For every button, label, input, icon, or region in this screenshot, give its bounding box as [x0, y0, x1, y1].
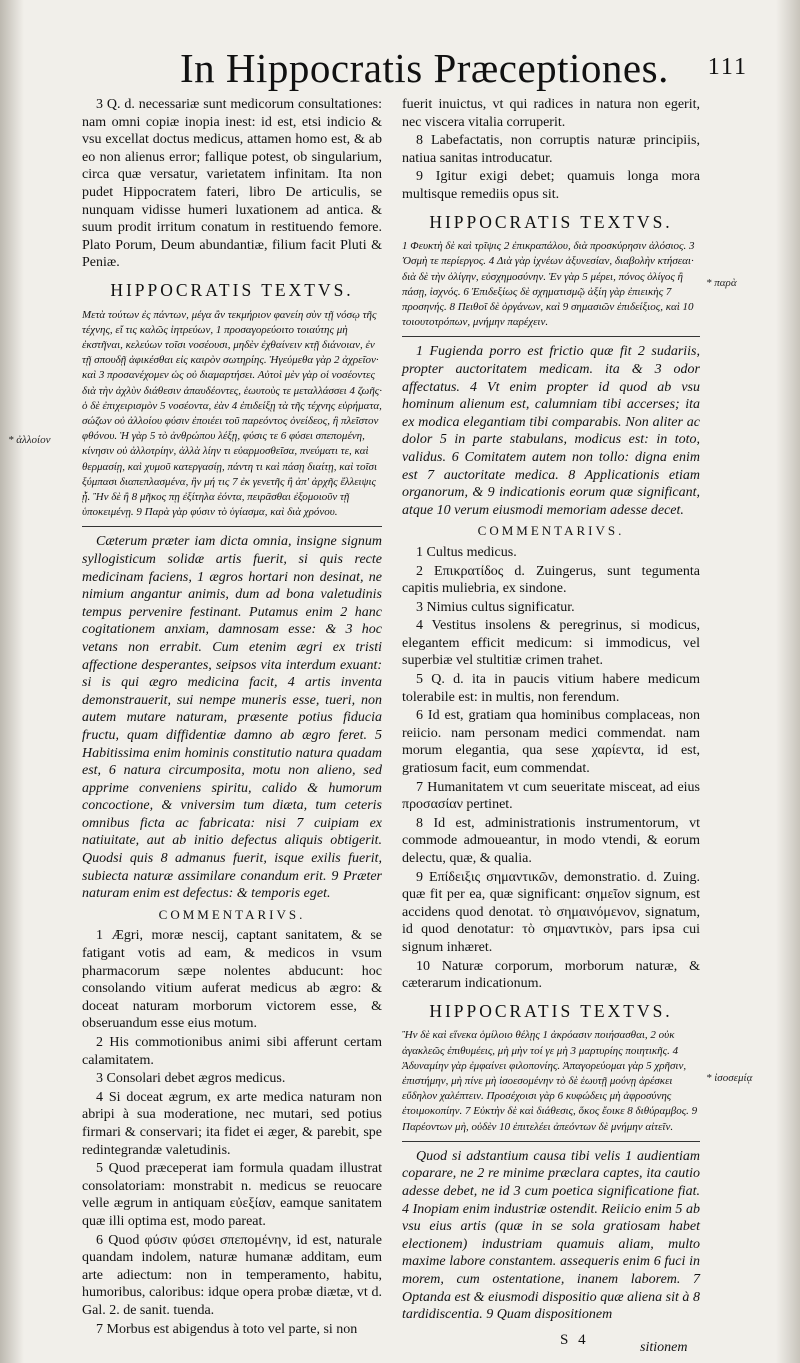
paragraph: 8 Labefactatis, non corruptis naturæ principiis, natiua sanitas introducatur. [402, 133, 700, 166]
margin-note: * ἀλλοίον [8, 434, 51, 446]
section-heading: HIPPOCRATIS TEXTVS. [110, 279, 354, 300]
section-heading: HIPPOCRATIS TEXTVS. [429, 1000, 673, 1021]
commentary-note: 2 His commotionibus animi sibi afferunt certam calamitatem. [82, 1035, 382, 1068]
commentary-note: 10 Naturæ corporum, morborum naturæ, & cæterarum indicationum. [402, 958, 700, 992]
commentary-note: 7 Humanitatem vt cum seueritate misceat, ad eius προσασίαν pertinet. [402, 779, 700, 813]
paragraph: fuerit inuictus, vt qui radices in natura non egerit, nec viscera vitalia corruperit. [402, 97, 700, 130]
greek-text: 1 Φευκτὴ δὲ καὶ τρῖψις 2 ἐπικραπάλου, διὰ προσκύρησιν ἀλόσιος. 3 Ὀσμὴ τε περίεργος. 4 Διὰ γὰρ ἰχνέων ἀξυνεσίαν, διαβολὴν κτήσεαι· διὰ δὲ τὴν ὀλίγην, εὐσχημοσύνην. Ἐν γὰρ 5 μέρει, πόνος ὀλίγος ἢ πάσῃ, ἰσχνός. 6 Ἐπιδεξίως δὲ σχηματισμῷ ἀξίη γὰρ ἐπιεικὴς 7 προσηνής. 8 Πειθοῖ δὲ ὀργάνων, καὶ 9 σημασιῶν ἐπιδείξιος, καὶ 10 τοιουτοτρόπων, μνήμην παρέχειν. [402, 240, 695, 329]
commentary-note: 5 Q. d. ita in paucis vitium habere medicum tolerabile est: in multis, non ferendum. [402, 672, 700, 705]
left-column [82, 96, 382, 1339]
latin-translation: 1 Fugienda porro est frictio quæ fit 2 sudariis, propter auctoritatem medicam. ita & 3 odor affectatus. 4 Vt enim propter id quod ab vsu hominum alienum est, calumniam tibi accerses; ita ex modica elegantiam tibi comparabis. Non aliter ac dolor 5 in parte stabulans, modicus est: in toto, validus. 6 Comitatem autem non tollo: digna enim est 7 auctoritate medica. 8 Applicationis etiam organorum, & 9 indicationis eorum quæ significant, atque 10 verum eiusmodi memoriam adesse decet. [402, 344, 700, 518]
page-edge-right [776, 0, 800, 1363]
commentary-note: 9 Επίδειξις σημαντικῶν, demonstratio. d. Zuing. quæ fit per ea, quæ significant: σημεῖον signum, est accidens quod denotat. τὸ σημαινόμενον, signatum, id quod denotatur: τὸ σημαντικὸν, pars ipsa cui signum inhæret. [402, 869, 700, 955]
commentary-heading: COMMENTARIVS. [477, 523, 625, 539]
commentary-note: 1 Ægri, moræ nescij, captant sanitatem, & se fatigant votis ad eam, & medicos in vsum pharmacorum sæpe nolentes abducunt: hoc consolando vitium auferat medicus ab ægro: & doceat naturam morborum victorem esse, & obseruandum esse eius motum. [82, 928, 382, 1032]
divider [402, 336, 700, 337]
catchword: sitionem [640, 1340, 688, 1355]
greek-text: Ἢν δὲ καὶ εἵνεκα ὁμίλοιο θέλῃς 1 ἀκρόασιν ποιήσασθαι, 2 οὐκ ἀγακλεῶς ἐπιθυμέεις, μὴ μὴν τοί γε μὴ 3 μαρτυρίης ποιητικῆς. 4 Ἀδυναμίην γὰρ ἐμφαίνει φιλοπονίης. Ἀπαγορεύομαι γὰρ 5 χρῆσιν, ἐπιστήμην, μὴ πίνε μὴ ἰσοεσομένην τὸ δὲ ἑωυτῇ μούνῃ ἀρέσκει εὔδηλον χαλέπτειν. Προσέχοισι γὰρ 6 κυφώδεις μὴ ἀφροσύνης ἐτοιμοκοπίην. 7 Εὐκτὴν δὲ καὶ διάθεσις, ὅκος ἔοικε 8 διθύραμβος. 9 Παρέοντων μὴ, οὐδὲν 10 ἐπιτελέει ἀπεόντων δὲ μνήμην αἰτεῖν. [402, 1029, 698, 1133]
latin-translation: Cæterum præter iam dicta omnia, insigne signum syllogisticum solidæ artis fuerit, si quis recte medicinam faciens, 1 ægros hortari non desinat, ne nimium angantur animis, dum ad bona valetudinis tempus pervenire festinant. Putamus enim 2 hanc cogitationem anxiam, damnosam esse: & 3 hoc vetans non errabit. Cum etenim ægri ex tristi affectione desperantes, seipsos vita interdum exuant: si is qui ægro medicina facit, 4 artis inventa demonstrauerit, sui nempe muneris esse, tueri, non autem mutare naturam, præsente potius fiducia fructu, quam diffidentiæ damno ab ægro feret. 5 Habitissima enim hominis constitutio natura quadam est, 6 natura circumposita, motu non alieno, sed apprime conveniens spiritu, calido & humorum concoctione, & vniversim tum diæta, tum ceteris omnibus ficta ac fabricata: nisi 7 cuipiam ex natiuitate, aut ab initio defectus aliquis obtigerit. Quodsi quis 8 admanus fuerit, isque exilis fuerit, subiecta naturæ assimilare conandum erit. 9 Præter naturam enim est defectus: & temporis eget. [82, 534, 382, 902]
commentary-note: 4 Vestitus insolens & peregrinus, si modicus, elegantem efficit medicum: si immodicus, vel superbiæ vel stultitiæ crimen trahet. [402, 618, 700, 669]
commentary-note: 2 Επικρατίδος d. Zuingerus, sunt tegumenta capitis muliebria, ex sindone. [402, 563, 700, 597]
commentary-note: 4 Si doceat ægrum, ex arte medica naturam non abripi à sua moderatione, nec mutari, sed potius firmari & conservari; ita fidet ei æger, & parebit, spe redintegrandæ valetudinis. [82, 1089, 382, 1158]
margin-note: * παρὰ [706, 277, 737, 289]
commentary-note: 8 Id est, administrationis instrumentorum, vt commode admoueantur, in modo vtendi, & eorum delectu, quæ, & qualia. [402, 815, 700, 866]
commentary-note: 3 Nimius cultus significatur. [416, 599, 575, 615]
commentary-note: 1 Cultus medicus. [416, 544, 517, 560]
page-edge-left [0, 0, 24, 1363]
commentary-note: 3 Consolari debet ægros medicus. [96, 1071, 286, 1087]
commentary-note: 5 Quod præceperat iam formula quadam illustrat consolatoriam: monstrabit n. medicus se reuocare velle ægrum in antiquam εὐεξίαν, eamque sanitatem quæ illi optima est, modo pareat. [82, 1161, 382, 1229]
latin-translation: Quod si adstantium causa tibi velis 1 audientiam coparare, ne 2 re minime præclara captes, ita cautio adesse debet, ne id 3 cum poetica significatione fiat. 4 Inopiam enim industriæ ostendit. Reiicio enim 5 ab vsu eius artis (quæ in se sola gratiosam habet electionem) industriam quamuis aliam, multo maxime labore constantem. assequeris enim 6 fuci in morem, cum ostentatione, inanem laborem. 7 Optanda est & eiusmodi dispositio quæ aliena sit à 8 tardidiscentia. 9 Quam dispositionem [402, 1148, 700, 1323]
page-number: 111 [707, 54, 748, 80]
section-heading: HIPPOCRATIS TEXTVS. [429, 211, 673, 232]
commentary-note: 7 Morbus est abigendus à toto vel parte, si non [96, 1321, 358, 1337]
paragraph: 3 Q. d. necessariæ sunt medicorum consultationes: nam omni copiæ inopia inest: id est, etsi indicio & vsu excellat doctus medicus, attamen homo est, & ab eo non alienus error; fallique potest, ob singularium, circa quæ versatur, varietatem infinitam. Ita non pudet Hippocratem fateri, libro De articulis, se nunquam vidisse humeri luxationem ad antica. & suum prodit irritum conatum in restituendo femore. Plato Porum, Deum abundantiæ, filium facit Pluti & Peniæ. [82, 97, 382, 271]
commentary-note: 6 Id est, gratiam qua hominibus complaceas, non reiicio. nam personam medici commendat. nam morum elegantia, qua sese χαρίεντα, id est, gratiosum facit, eum commendat. [402, 708, 700, 777]
commentary-note: 6 Quod φύσιν φύσει σπεπομένην, id est, naturale quandam indolem, naturæ humanæ additam, eum arte adiectum: non in temperamento, habitu, humoribus, caloribus: idque opera probæ diætæ, vt d. Gal. 2. de sanit. tuenda. [82, 1232, 382, 1318]
signature-mark: S 4 [560, 1332, 589, 1348]
running-title: In Hippocratis Præceptiones. [180, 45, 669, 91]
commentary-heading: COMMENTARIVS. [158, 906, 306, 922]
greek-text: Μετὰ τούτων ἐς πάντων, μέγα ἂν τεκμήριον φανείη σὺν τῇ νόσῳ τῆς τέχνης, εἴ τις καλῶς ἰητρεύων, 1 προσαγορεύοιτο τοιαύτης μὴ ἐκστῆναι, κελεύων τοῖσι νοσέουσι, μηδὲν ἐχθαίνειν κτῇ διάνοιαν, ἐν τῇ σπουδῇ ἀφικέσθαι εἰς καιρὸν σωτηρίης. Ἡγεύμεθα γὰρ 2 ἀχρεῖον· καὶ 3 προσανέχομεν ὡς οὐ διαμαρτήσει. Αὐτοὶ μὲν γὰρ οἱ νοσέοντες διὰ τὴν ἀχλὺν διάθεσιν ἀπαυδέοντες, ἑωυτοὺς τε μεταλλάσσει 4 ζωῆς· ὁ δὲ ἐπιχειρισμὸν 5 νοσέοντα, ἐὰν 4 ἐπιδείξῃ τὰ τῆς τέχνης εὑρήματα, σώζων οὐ ἀλλοίου φύσιν ἐποιέει τοῦ παρεόντος ὀνείδεος, ἢ πλεῖστον φθόνου. Ἡ γὰρ 5 τὸ ἀνθρώπου λέξῃ, φύσις τε 6 φύσει σπεπομένη, κίνησιν οὐ ἀλλοτρίην, ἀλλὰ λίην τι εὐαρμοσθεῖσα, πνεύματι τε, καὶ θερμασίῃ, καὶ χυμοῦ κατεργασίῃ, πάντη τι καὶ πάσῃ διαίτῃ, καὶ τοῖσι ξύμπασι διαπεπλασμένα, ἢν μή τις 7 ἐκ γενετῆς ἢ ἀπ' ἀρχῆς ἔλλειψις ᾖ. Ἢν δὲ ἢ 8 μῆκος πῃ ἐξίτηλα ἐόντα, πειρᾶσθαι ἐξομοιοῦν τῇ ὑποκειμένῃ. 9 Παρὰ γὰρ φύσιν τὸ ὑγίασμα, καὶ διὰ χρόνου. [82, 308, 382, 519]
divider [402, 1141, 700, 1142]
divider [82, 526, 382, 527]
margin-note: * ἰσοσεμίᾳ [706, 1072, 753, 1084]
right-column [402, 96, 700, 1325]
page-header [0, 40, 800, 96]
paragraph: 9 Igitur exigi debet; quamuis longa mora multisque remediis opus sit. [402, 169, 700, 202]
